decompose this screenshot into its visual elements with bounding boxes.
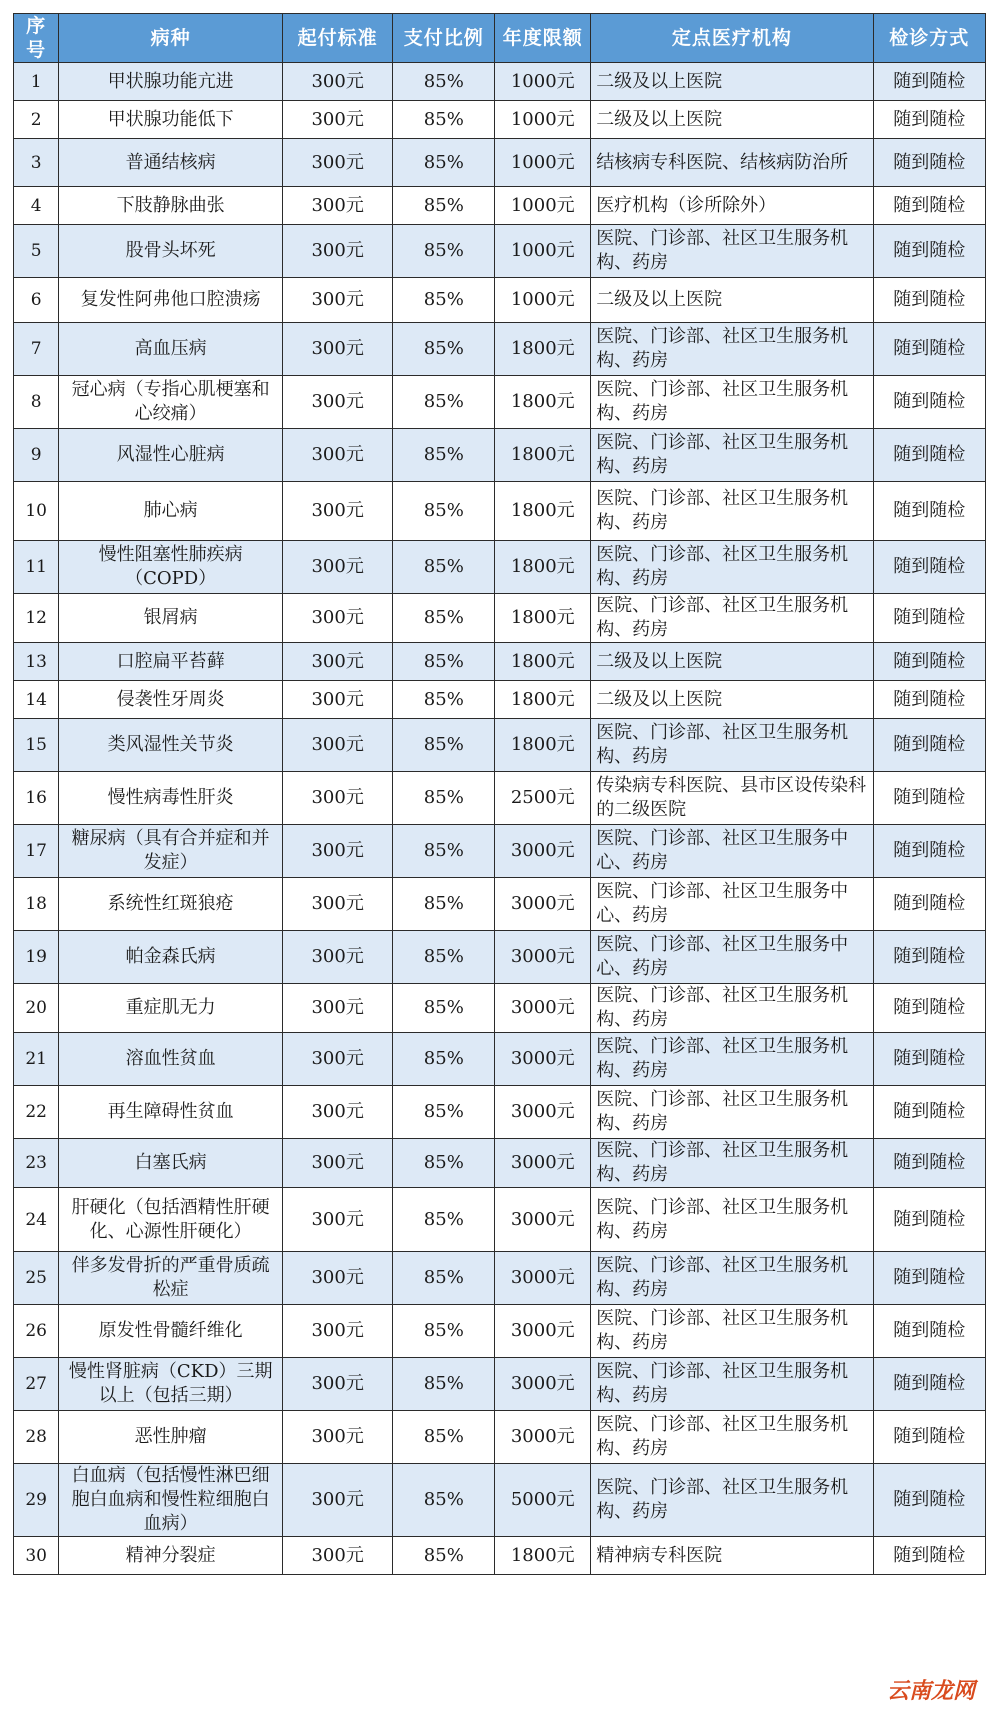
table-row <box>14 1537 986 1575</box>
institution-cell: 医院、门诊部、社区卫生服务机构、药房 <box>591 594 873 643</box>
table-row <box>14 1139 986 1188</box>
disease-cell: 类风湿性关节炎 <box>59 719 283 772</box>
row-index: 22 <box>14 1086 59 1139</box>
check-method-cell: 随到随检 <box>873 429 985 482</box>
institution-cell: 医院、门诊部、社区卫生服务机构、药房 <box>591 541 873 594</box>
check-method-cell: 随到随检 <box>873 594 985 643</box>
annual-limit-cell: 1800元 <box>495 323 591 376</box>
institution-cell: 结核病专科医院、结核病防治所 <box>591 139 873 187</box>
payment-ratio-cell: 85% <box>393 681 495 719</box>
annual-limit-cell: 2500元 <box>495 772 591 825</box>
institution-cell: 医院、门诊部、社区卫生服务机构、药房 <box>591 429 873 482</box>
table-row <box>14 772 986 825</box>
annual-limit-cell: 3000元 <box>495 1411 591 1464</box>
header-index: 序号 <box>14 14 59 63</box>
check-method-cell: 随到随检 <box>873 225 985 278</box>
row-index: 15 <box>14 719 59 772</box>
row-index: 30 <box>14 1537 59 1575</box>
deductible-cell: 300元 <box>283 1033 393 1086</box>
row-index: 25 <box>14 1252 59 1305</box>
annual-limit-cell: 1800元 <box>495 681 591 719</box>
payment-ratio-cell: 85% <box>393 1464 495 1537</box>
table-row <box>14 139 986 187</box>
annual-limit-cell: 1800元 <box>495 643 591 681</box>
check-method-cell: 随到随检 <box>873 1464 985 1537</box>
row-index: 28 <box>14 1411 59 1464</box>
deductible-cell: 300元 <box>283 1464 393 1537</box>
check-method-cell: 随到随检 <box>873 278 985 323</box>
annual-limit-cell: 5000元 <box>495 1464 591 1537</box>
deductible-cell: 300元 <box>283 643 393 681</box>
check-method-cell: 随到随检 <box>873 719 985 772</box>
annual-limit-cell: 3000元 <box>495 1358 591 1411</box>
deductible-cell: 300元 <box>283 1252 393 1305</box>
institution-cell: 二级及以上医院 <box>591 681 873 719</box>
deductible-cell: 300元 <box>283 101 393 139</box>
table-body <box>14 63 986 1575</box>
disease-cell: 帕金森氏病 <box>59 931 283 984</box>
disease-cell: 白塞氏病 <box>59 1139 283 1188</box>
table-row <box>14 376 986 429</box>
payment-ratio-cell: 85% <box>393 376 495 429</box>
annual-limit-cell: 3000元 <box>495 825 591 878</box>
row-index: 21 <box>14 1033 59 1086</box>
check-method-cell: 随到随检 <box>873 1537 985 1575</box>
table-row <box>14 1411 986 1464</box>
payment-ratio-cell: 85% <box>393 878 495 931</box>
disease-cell: 冠心病（专指心肌梗塞和心绞痛） <box>59 376 283 429</box>
annual-limit-cell: 1800元 <box>495 719 591 772</box>
disease-cell: 口腔扁平苔藓 <box>59 643 283 681</box>
institution-cell: 医院、门诊部、社区卫生服务机构、药房 <box>591 719 873 772</box>
check-method-cell: 随到随检 <box>873 1411 985 1464</box>
institution-cell: 医院、门诊部、社区卫生服务机构、药房 <box>591 1464 873 1537</box>
deductible-cell: 300元 <box>283 825 393 878</box>
institution-cell: 医院、门诊部、社区卫生服务机构、药房 <box>591 376 873 429</box>
header-deductible: 起付标准 <box>283 14 393 63</box>
row-index: 20 <box>14 984 59 1033</box>
payment-ratio-cell: 85% <box>393 931 495 984</box>
annual-limit-cell: 3000元 <box>495 1188 591 1252</box>
annual-limit-cell: 3000元 <box>495 878 591 931</box>
payment-ratio-cell: 85% <box>393 984 495 1033</box>
disease-cell: 肺心病 <box>59 482 283 541</box>
table-row <box>14 187 986 225</box>
check-method-cell: 随到随检 <box>873 101 985 139</box>
check-method-cell: 随到随检 <box>873 1086 985 1139</box>
annual-limit-cell: 3000元 <box>495 1305 591 1358</box>
table-row <box>14 1086 986 1139</box>
disease-cell: 再生障碍性贫血 <box>59 1086 283 1139</box>
payment-ratio-cell: 85% <box>393 643 495 681</box>
row-index: 2 <box>14 101 59 139</box>
row-index: 14 <box>14 681 59 719</box>
annual-limit-cell: 1800元 <box>495 594 591 643</box>
check-method-cell: 随到随检 <box>873 681 985 719</box>
row-index: 11 <box>14 541 59 594</box>
deductible-cell: 300元 <box>283 1411 393 1464</box>
row-index: 29 <box>14 1464 59 1537</box>
row-index: 7 <box>14 323 59 376</box>
institution-cell: 医院、门诊部、社区卫生服务机构、药房 <box>591 1358 873 1411</box>
payment-ratio-cell: 85% <box>393 1411 495 1464</box>
check-method-cell: 随到随检 <box>873 1252 985 1305</box>
annual-limit-cell: 3000元 <box>495 1139 591 1188</box>
deductible-cell: 300元 <box>283 63 393 101</box>
deductible-cell: 300元 <box>283 429 393 482</box>
row-index: 8 <box>14 376 59 429</box>
annual-limit-cell: 1800元 <box>495 376 591 429</box>
institution-cell: 二级及以上医院 <box>591 101 873 139</box>
check-method-cell: 随到随检 <box>873 139 985 187</box>
deductible-cell: 300元 <box>283 772 393 825</box>
annual-limit-cell: 1800元 <box>495 541 591 594</box>
disease-cell: 复发性阿弗他口腔溃疡 <box>59 278 283 323</box>
deductible-cell: 300元 <box>283 187 393 225</box>
annual-limit-cell: 3000元 <box>495 1033 591 1086</box>
annual-limit-cell: 3000元 <box>495 931 591 984</box>
table-row <box>14 482 986 541</box>
disease-cell: 伴多发骨折的严重骨质疏松症 <box>59 1252 283 1305</box>
payment-ratio-cell: 85% <box>393 63 495 101</box>
annual-limit-cell: 3000元 <box>495 1252 591 1305</box>
annual-limit-cell: 1800元 <box>495 482 591 541</box>
disease-cell: 肝硬化（包括酒精性肝硬化、心源性肝硬化） <box>59 1188 283 1252</box>
check-method-cell: 随到随检 <box>873 1305 985 1358</box>
table-row <box>14 1358 986 1411</box>
table-row <box>14 1188 986 1252</box>
table-row <box>14 429 986 482</box>
payment-ratio-cell: 85% <box>393 1188 495 1252</box>
deductible-cell: 300元 <box>283 1139 393 1188</box>
payment-ratio-cell: 85% <box>393 278 495 323</box>
deductible-cell: 300元 <box>283 376 393 429</box>
deductible-cell: 300元 <box>283 594 393 643</box>
check-method-cell: 随到随检 <box>873 323 985 376</box>
table-row <box>14 984 986 1033</box>
annual-limit-cell: 1000元 <box>495 139 591 187</box>
check-method-cell: 随到随检 <box>873 1033 985 1086</box>
institution-cell: 医院、门诊部、社区卫生服务中心、药房 <box>591 825 873 878</box>
disease-cell: 高血压病 <box>59 323 283 376</box>
check-method-cell: 随到随检 <box>873 482 985 541</box>
table-row <box>14 1305 986 1358</box>
chronic-disease-table <box>13 13 986 1575</box>
disease-cell: 白血病（包括慢性淋巴细胞白血病和慢性粒细胞白血病） <box>59 1464 283 1537</box>
deductible-cell: 300元 <box>283 1188 393 1252</box>
table-row <box>14 101 986 139</box>
row-index: 9 <box>14 429 59 482</box>
table-row <box>14 1252 986 1305</box>
institution-cell: 二级及以上医院 <box>591 278 873 323</box>
institution-cell: 医院、门诊部、社区卫生服务机构、药房 <box>591 1086 873 1139</box>
row-index: 26 <box>14 1305 59 1358</box>
deductible-cell: 300元 <box>283 878 393 931</box>
check-method-cell: 随到随检 <box>873 541 985 594</box>
row-index: 23 <box>14 1139 59 1188</box>
watermark-logo: 云南龙网 <box>877 1670 985 1709</box>
row-index: 10 <box>14 482 59 541</box>
disease-cell: 慢性阻塞性肺疾病（COPD） <box>59 541 283 594</box>
table-row <box>14 643 986 681</box>
table-row <box>14 63 986 101</box>
institution-cell: 二级及以上医院 <box>591 643 873 681</box>
disease-cell: 溶血性贫血 <box>59 1033 283 1086</box>
deductible-cell: 300元 <box>283 1305 393 1358</box>
deductible-cell: 300元 <box>283 323 393 376</box>
table-row <box>14 278 986 323</box>
table-row <box>14 594 986 643</box>
institution-cell: 医院、门诊部、社区卫生服务机构、药房 <box>591 984 873 1033</box>
table-row <box>14 1033 986 1086</box>
row-index: 16 <box>14 772 59 825</box>
table-row <box>14 825 986 878</box>
row-index: 19 <box>14 931 59 984</box>
institution-cell: 医院、门诊部、社区卫生服务中心、药房 <box>591 931 873 984</box>
row-index: 13 <box>14 643 59 681</box>
check-method-cell: 随到随检 <box>873 1139 985 1188</box>
row-index: 18 <box>14 878 59 931</box>
check-method-cell: 随到随检 <box>873 772 985 825</box>
institution-cell: 医院、门诊部、社区卫生服务中心、药房 <box>591 878 873 931</box>
check-method-cell: 随到随检 <box>873 1358 985 1411</box>
institution-cell: 医院、门诊部、社区卫生服务机构、药房 <box>591 1305 873 1358</box>
deductible-cell: 300元 <box>283 931 393 984</box>
annual-limit-cell: 3000元 <box>495 984 591 1033</box>
annual-limit-cell: 1000元 <box>495 225 591 278</box>
row-index: 12 <box>14 594 59 643</box>
payment-ratio-cell: 85% <box>393 139 495 187</box>
institution-cell: 医院、门诊部、社区卫生服务机构、药房 <box>591 1252 873 1305</box>
disease-cell: 普通结核病 <box>59 139 283 187</box>
deductible-cell: 300元 <box>283 139 393 187</box>
payment-ratio-cell: 85% <box>393 225 495 278</box>
table-row <box>14 931 986 984</box>
check-method-cell: 随到随检 <box>873 825 985 878</box>
table-row <box>14 681 986 719</box>
deductible-cell: 300元 <box>283 1086 393 1139</box>
deductible-cell: 300元 <box>283 225 393 278</box>
row-index: 5 <box>14 225 59 278</box>
check-method-cell: 随到随检 <box>873 63 985 101</box>
table-header-row <box>14 14 986 63</box>
payment-ratio-cell: 85% <box>393 1033 495 1086</box>
annual-limit-cell: 1800元 <box>495 429 591 482</box>
row-index: 17 <box>14 825 59 878</box>
table-row <box>14 541 986 594</box>
disease-cell: 银屑病 <box>59 594 283 643</box>
payment-ratio-cell: 85% <box>393 772 495 825</box>
deductible-cell: 300元 <box>283 1537 393 1575</box>
institution-cell: 精神病专科医院 <box>591 1537 873 1575</box>
payment-ratio-cell: 85% <box>393 101 495 139</box>
annual-limit-cell: 1800元 <box>495 1537 591 1575</box>
deductible-cell: 300元 <box>283 541 393 594</box>
header-payment-ratio: 支付比例 <box>393 14 495 63</box>
deductible-cell: 300元 <box>283 719 393 772</box>
header-annual-limit: 年度限额 <box>495 14 591 63</box>
row-index: 1 <box>14 63 59 101</box>
institution-cell: 传染病专科医院、县市区设传染科的二级医院 <box>591 772 873 825</box>
payment-ratio-cell: 85% <box>393 825 495 878</box>
table-row <box>14 1464 986 1537</box>
deductible-cell: 300元 <box>283 482 393 541</box>
check-method-cell: 随到随检 <box>873 1188 985 1252</box>
row-index: 27 <box>14 1358 59 1411</box>
payment-ratio-cell: 85% <box>393 594 495 643</box>
payment-ratio-cell: 85% <box>393 1086 495 1139</box>
payment-ratio-cell: 85% <box>393 323 495 376</box>
annual-limit-cell: 1000元 <box>495 278 591 323</box>
check-method-cell: 随到随检 <box>873 187 985 225</box>
payment-ratio-cell: 85% <box>393 429 495 482</box>
row-index: 4 <box>14 187 59 225</box>
table-row <box>14 878 986 931</box>
header-institution: 定点医疗机构 <box>591 14 873 63</box>
header-disease: 病种 <box>59 14 283 63</box>
disease-cell: 精神分裂症 <box>59 1537 283 1575</box>
institution-cell: 医院、门诊部、社区卫生服务机构、药房 <box>591 1411 873 1464</box>
institution-cell: 医疗机构（诊所除外） <box>591 187 873 225</box>
payment-ratio-cell: 85% <box>393 719 495 772</box>
table-row <box>14 225 986 278</box>
payment-ratio-cell: 85% <box>393 541 495 594</box>
institution-cell: 医院、门诊部、社区卫生服务机构、药房 <box>591 1188 873 1252</box>
institution-cell: 医院、门诊部、社区卫生服务机构、药房 <box>591 323 873 376</box>
disease-cell: 股骨头坏死 <box>59 225 283 278</box>
payment-ratio-cell: 85% <box>393 482 495 541</box>
annual-limit-cell: 1000元 <box>495 187 591 225</box>
institution-cell: 医院、门诊部、社区卫生服务机构、药房 <box>591 1033 873 1086</box>
disease-cell: 甲状腺功能低下 <box>59 101 283 139</box>
payment-ratio-cell: 85% <box>393 1305 495 1358</box>
payment-ratio-cell: 85% <box>393 1358 495 1411</box>
institution-cell: 医院、门诊部、社区卫生服务机构、药房 <box>591 225 873 278</box>
row-index: 3 <box>14 139 59 187</box>
disease-cell: 原发性骨髓纤维化 <box>59 1305 283 1358</box>
payment-ratio-cell: 85% <box>393 1537 495 1575</box>
table-row <box>14 719 986 772</box>
deductible-cell: 300元 <box>283 681 393 719</box>
payment-ratio-cell: 85% <box>393 1139 495 1188</box>
institution-cell: 医院、门诊部、社区卫生服务机构、药房 <box>591 482 873 541</box>
deductible-cell: 300元 <box>283 984 393 1033</box>
disease-cell: 慢性病毒性肝炎 <box>59 772 283 825</box>
disease-cell: 风湿性心脏病 <box>59 429 283 482</box>
disease-cell: 下肢静脉曲张 <box>59 187 283 225</box>
disease-cell: 系统性红斑狼疮 <box>59 878 283 931</box>
payment-ratio-cell: 85% <box>393 1252 495 1305</box>
check-method-cell: 随到随检 <box>873 931 985 984</box>
check-method-cell: 随到随检 <box>873 643 985 681</box>
disease-cell: 侵袭性牙周炎 <box>59 681 283 719</box>
payment-ratio-cell: 85% <box>393 187 495 225</box>
row-index: 6 <box>14 278 59 323</box>
check-method-cell: 随到随检 <box>873 878 985 931</box>
check-method-cell: 随到随检 <box>873 984 985 1033</box>
institution-cell: 二级及以上医院 <box>591 63 873 101</box>
annual-limit-cell: 1000元 <box>495 101 591 139</box>
deductible-cell: 300元 <box>283 1358 393 1411</box>
check-method-cell: 随到随检 <box>873 376 985 429</box>
row-index: 24 <box>14 1188 59 1252</box>
institution-cell: 医院、门诊部、社区卫生服务机构、药房 <box>591 1139 873 1188</box>
disease-cell: 恶性肿瘤 <box>59 1411 283 1464</box>
header-check-method: 检诊方式 <box>873 14 985 63</box>
annual-limit-cell: 3000元 <box>495 1086 591 1139</box>
disease-cell: 甲状腺功能亢进 <box>59 63 283 101</box>
disease-cell: 重症肌无力 <box>59 984 283 1033</box>
disease-cell: 糖尿病（具有合并症和并发症） <box>59 825 283 878</box>
deductible-cell: 300元 <box>283 278 393 323</box>
disease-cell: 慢性肾脏病（CKD）三期以上（包括三期） <box>59 1358 283 1411</box>
table-row <box>14 323 986 376</box>
annual-limit-cell: 1000元 <box>495 63 591 101</box>
